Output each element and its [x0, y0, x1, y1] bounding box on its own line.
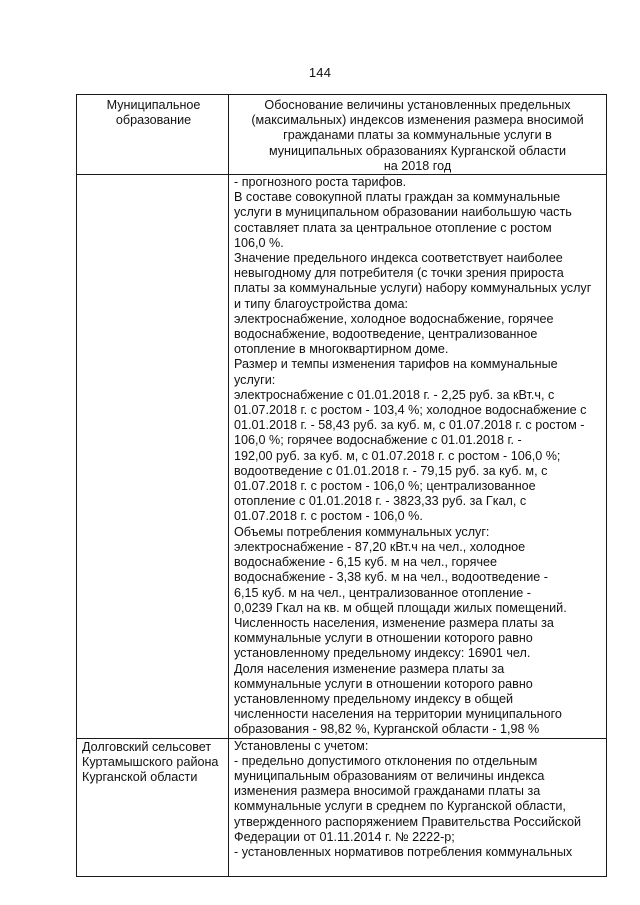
header-justification-line: на 2018 год — [383, 158, 452, 173]
justification-line: услуги: — [234, 372, 276, 387]
justification-line: 01.01.2018 г. - 58,43 руб. за куб. м, с 01.07.2018 г. с ростом - — [234, 418, 585, 433]
justification-line: Численность населения, изменение размера платы за — [234, 615, 554, 630]
justification-line: коммунальные услуги в отношении которого равно — [234, 631, 533, 646]
header-justification-line: муниципальных образованиях Курганской области — [268, 143, 567, 158]
justification-line: платы за коммунальные услуги) набору коммунальных услуг — [234, 281, 592, 296]
justification-line: утвержденного распоряжением Правительства Российской — [234, 814, 582, 829]
justification-line: электроснабжение, холодное водоснабжение, горячее — [234, 311, 554, 326]
table-header-row — [77, 95, 607, 175]
table-row — [77, 175, 607, 739]
justification-line: 6,15 куб. м на чел., централизованное отопление - — [234, 585, 531, 600]
justification-line: В составе совокупной платы граждан за коммунальные — [234, 190, 561, 205]
tariff-justification-table — [76, 94, 607, 877]
header-justification-line: Обоснование величины установленных предельных — [264, 98, 571, 112]
justification-line: 01.07.2018 г. с ростом - 106,0 %. — [234, 509, 423, 524]
justification-line: отопление в многоквартирном доме. — [234, 342, 449, 357]
header-municipality-cell — [77, 95, 229, 175]
header-municipality-line: образование — [115, 113, 192, 128]
header-municipality-line: Муниципальное — [106, 98, 201, 112]
table-row — [77, 738, 607, 876]
justification-line: услуги в муниципальном образовании наибольшую часть — [234, 205, 572, 220]
justification-line: невыгодному для потребителя (с точки зрения прироста — [234, 266, 564, 281]
justification-line: Доля населения изменение размера платы за — [234, 661, 505, 676]
justification-line: Объемы потребления коммунальных услуг: — [234, 524, 490, 539]
justification-line: коммунальные услуги в отношении которого равно — [234, 676, 533, 691]
justification-line: составляет плата за центральное отопление с ростом — [234, 220, 552, 235]
justification-line: водоотведение с 01.01.2018 г. - 79,15 руб. за куб. м, с — [234, 463, 548, 478]
justification-line: 192,00 руб. за куб. м, с 01.07.2018 г. с ростом - 106,0 %; — [234, 448, 561, 463]
municipality-cell — [77, 175, 229, 739]
justification-line: 01.07.2018 г. с ростом - 106,0 %; централизованное — [234, 479, 536, 494]
justification-line: электроснабжение - 87,20 кВт.ч на чел., холодное — [234, 539, 526, 554]
justification-cell — [229, 738, 607, 876]
justification-line: 0,0239 Гкал на кв. м общей площади жилых помещений. — [234, 600, 567, 615]
justification-line: образования - 98,82 %, Курганской области - 1,98 % — [234, 722, 540, 737]
municipality-line: Куртамышского района — [82, 754, 219, 769]
justification-line: коммунальные услуги в среднем по Курганской области, — [234, 799, 566, 814]
justification-line: водоснабжение, водоотведение, централизованное — [234, 327, 538, 342]
municipality-cell — [77, 738, 229, 876]
justification-line: отопление с 01.01.2018 г. - 3823,33 руб. за Гкал, с — [234, 494, 527, 509]
justification-line: 01.07.2018 г. с ростом - 103,4 %; холодное водоснабжение с — [234, 403, 587, 418]
justification-line: и типу благоустройства дома: — [234, 296, 409, 311]
justification-line: 106,0 %. — [234, 235, 284, 250]
justification-line: изменения размера вносимой гражданами платы за — [234, 784, 541, 799]
header-justification-line: (максимальных) индексов изменения размера вносимой — [251, 113, 584, 128]
justification-cell — [229, 175, 607, 739]
justification-line: - установленных нормативов потребления коммунальных — [234, 844, 573, 859]
justification-line: установленному предельному индексу в общей — [234, 691, 514, 706]
justification-line: - прогнозного роста тарифов. — [234, 175, 407, 190]
header-justification-line: гражданами платы за коммунальные услуги в — [283, 128, 552, 143]
justification-line: Установлены с учетом: — [234, 738, 369, 753]
municipality-line: Долговский сельсовет — [82, 739, 212, 754]
page-number: 144 — [308, 65, 332, 80]
justification-line: водоснабжение - 3,38 куб. м на чел., водоотведение - — [234, 570, 548, 585]
municipality-line: Курганской области — [82, 769, 198, 784]
justification-line: - предельно допустимого отклонения по отдельным — [234, 753, 538, 768]
header-justification-cell — [229, 95, 607, 175]
justification-line: 106,0 %; горячее водоснабжение с 01.01.2018 г. - — [234, 433, 522, 448]
justification-line: Значение предельного индекса соответствует наиболее — [234, 251, 563, 266]
justification-line: численности населения на территории муниципального — [234, 707, 562, 722]
justification-line: Размер и темпы изменения тарифов на коммунальные — [234, 357, 558, 372]
justification-line: муниципальным образованиям от величины индекса — [234, 768, 545, 783]
justification-line: установленному предельному индексу: 16901 чел. — [234, 646, 531, 661]
justification-line: электроснабжение с 01.01.2018 г. - 2,25 руб. за кВт.ч, с — [234, 387, 555, 402]
justification-line: водоснабжение - 6,15 куб. м на чел., горячее — [234, 555, 498, 570]
justification-line: Федерации от 01.11.2014 г. № 2222-р; — [234, 829, 455, 844]
